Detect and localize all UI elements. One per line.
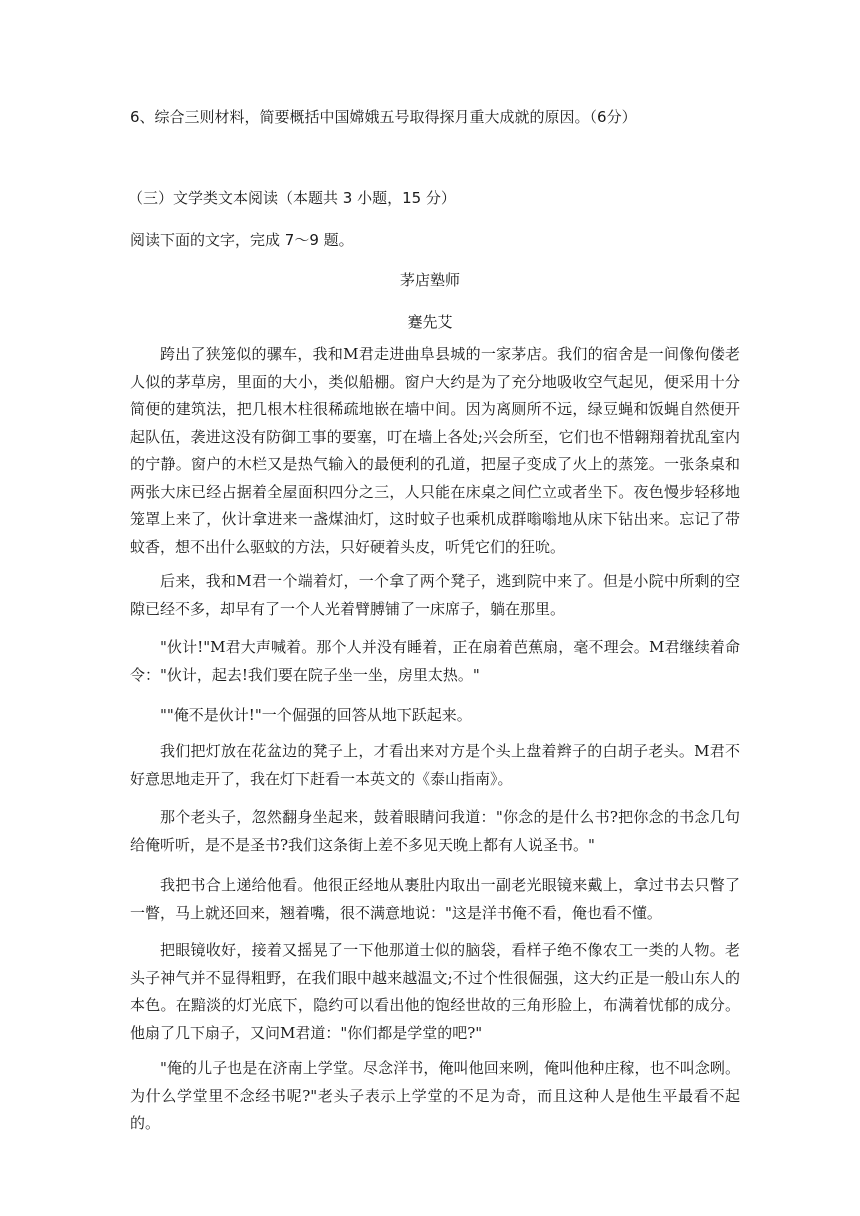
article-paragraph-1: 跨出了狭笼似的骡车，我和M君走进曲阜县城的一家茅店。我们的宿舍是一间像佝偻老人似的茅草房，里面的大小，类似船棚。窗户大约是为了充分地吸收空气起见，便采用十分简便的建筑法，把几根木柱很稀疏地嵌在墙中间。因为离厕所不远，绿豆蝇和饭蝇自然便开起队伍，袭进这没有防御工事的要塞，叮在墙上各处;兴会所至，它们也不惜翱翔着扰乱室内的宁静。窗户的木栏又是热气输入的最便利的孔道，把屋子变成了火上的蒸笼。一张条桌和两张大床已经占据着全屋面积四分之三，人只能在床桌之间伫立或者坐下。夜色慢步轻移地笼罩上来了，伙计拿进来一盏煤油灯，这时蚊子也乘机成群嗡嗡地从床下钻出来。忘记了带蚊香，想不出什么驱蚊的方法，只好硬着头皮，听凭它们的狂吮。 (130, 345, 740, 556)
article-author: 蹇先艾 (407, 313, 453, 331)
article-title: 茅店塾师 (399, 271, 460, 289)
article-paragraph-4: ""俺不是伙计!"一个倔强的回答从地下跃起来。 (160, 706, 472, 724)
reading-instruction: 阅读下面的文字，完成 7～9 题。 (130, 231, 354, 249)
article-paragraph-7: 我把书合上递给他看。他很正经地从裹肚内取出一副老光眼镜来戴上，拿过书去只瞥了一瞥，马上就还回来，翘着嘴，很不满意地说："这是洋书俺不看，俺也看不懂。 (130, 876, 740, 922)
article-paragraph-3: "伙计!"M君大声喊着。那个人并没有睡着，正在扇着芭蕉扇，毫不理会。M君继续着命令："伙计，起去!我们要在院子坐一坐，房里太热。" (130, 638, 740, 684)
article-paragraph-2: 后来，我和M君一个端着灯，一个拿了两个凳子，逃到院中来了。但是小院中所剩的空隙已经不多，却早有了一个人光着臂膊铺了一床席子，躺在那里。 (130, 572, 740, 618)
question-6: 6、综合三则材料，简要概括中国嫦娥五号取得探月重大成就的原因。（6分） (130, 108, 637, 126)
article-paragraph-5: 我们把灯放在花盆边的凳子上，才看出来对方是个头上盘着辫子的白胡子老头。M君不好意思地走开了，我在灯下赶看一本英文的《泰山指南》。 (130, 742, 740, 788)
article-paragraph-9: "俺的儿子也是在济南上学堂。尽念洋书，俺叫他回来咧，俺叫他种庄稼，也不叫念咧。为什么学堂里不念经书呢?"老头子表示上学堂的不足为奇，而且这种人是他生平最看不起的。 (130, 1059, 740, 1132)
article-paragraph-8: 把眼镜收好，接着又摇晃了一下他那道士似的脑袋，看样子绝不像农工一类的人物。老头子神气并不显得粗野，在我们眼中越来越温文;不过个性很倔强，这大约正是一般山东人的本色。在黯淡的灯光底下，隐约可以看出他的饱经世故的三角形脸上，布满着忧郁的成分。他扇了几下扇子，又问M君道："你们都是学堂的吧?" (130, 941, 740, 1042)
article-paragraph-6: 那个老头子，忽然翻身坐起来，鼓着眼睛问我道："你念的是什么书?把你念的书念几句给俺听听，是不是圣书?我们这条街上差不多见天晚上都有人说圣书。" (130, 808, 740, 854)
section-heading: （三）文学类文本阅读（本题共 3 小题，15 分） (128, 189, 456, 207)
